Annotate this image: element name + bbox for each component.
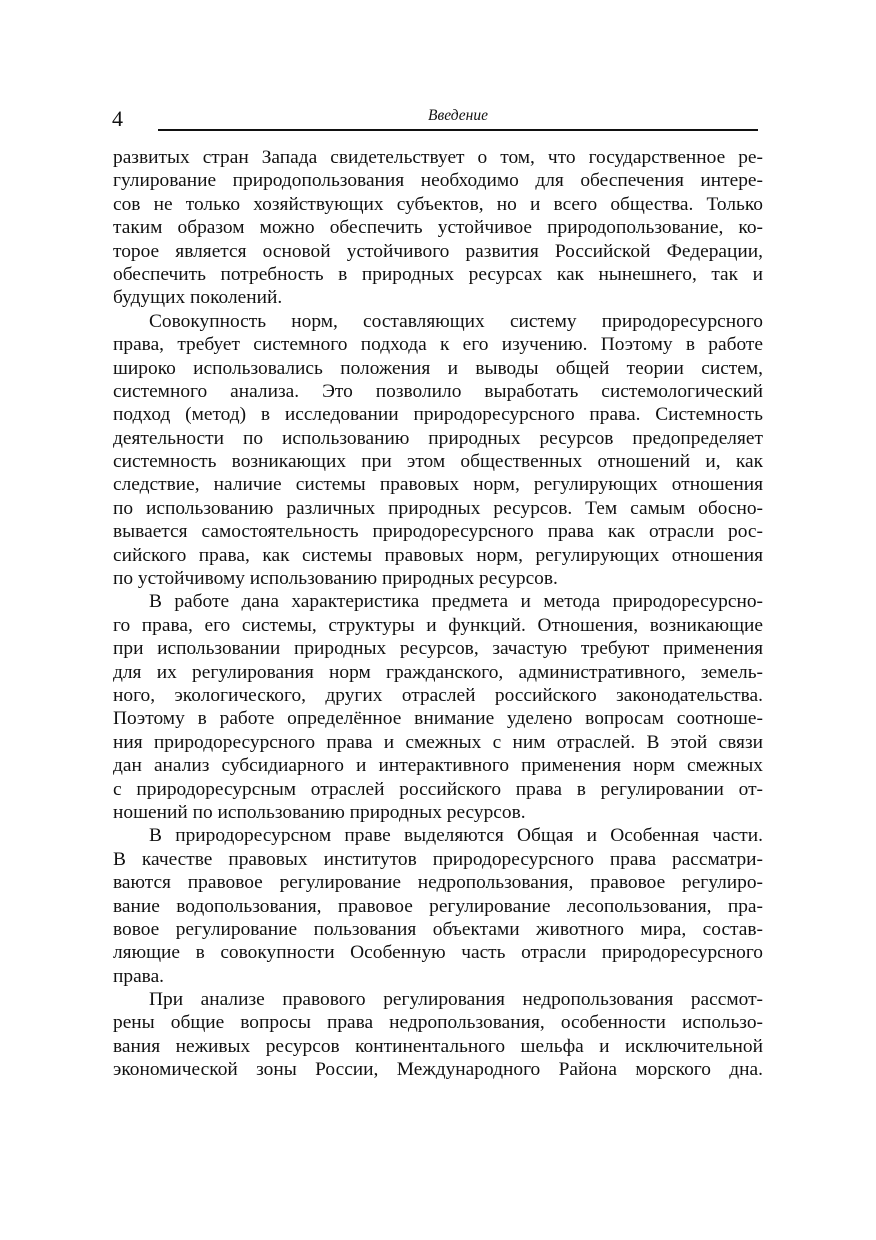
text-line: В природоресурсном праве выделяются Общая и Особенная части. xyxy=(149,825,763,847)
text-line: развитых стран Запада свидетельствует о том, что государственное ре- xyxy=(113,147,763,168)
text-line: В работе дана характеристика предмета и метода природоресурсно- xyxy=(149,591,763,613)
text-line: При анализе правового регулирования недропользования рассмот- xyxy=(149,989,763,1011)
text-line: вовое регулирование пользования объектами животного мира, состав- xyxy=(113,918,763,940)
text-line: системного анализа. Это позволило выработать системологический xyxy=(113,380,763,402)
text-line: подход (метод) в исследовании природоресурсного права. Системность xyxy=(113,404,763,426)
paragraph xyxy=(113,590,763,824)
paragraph xyxy=(113,824,763,988)
paragraph xyxy=(113,146,763,310)
text-line: ляющие в совокупности Особенную часть отрасли природоресурсного xyxy=(113,942,763,964)
paragraph xyxy=(113,310,763,591)
text-line: ваются правовое регулирование недропользования, правовое регулиро- xyxy=(113,872,763,894)
text-line: вания неживых ресурсов континентального шельфа и исключительной xyxy=(113,1035,763,1057)
header-rule xyxy=(158,129,758,131)
text-line: сов не только хозяйствующих субъектов, но и всего общества. Только xyxy=(113,193,763,215)
text-line: ного, экологического, других отраслей российского законодательства. xyxy=(113,684,763,706)
text-line: ния природоресурсного права и смежных с ним отраслей. В этой связи xyxy=(113,731,763,753)
text-line: при использовании природных ресурсов, зачастую требуют применения xyxy=(113,638,763,660)
text-line: будущих поколений. xyxy=(113,287,283,309)
text-line: широко использовались положения и выводы общей теории систем, xyxy=(113,357,763,379)
text-line: следствие, наличие системы правовых норм, регулирующих отношения xyxy=(113,474,763,496)
text-line: торое является основой устойчивого развития Российской Федерации, xyxy=(113,240,763,262)
text-line: с природоресурсным отраслей российского права в регулировании от- xyxy=(113,778,763,800)
text-line: экономической зоны России, Международного Района морского дна. xyxy=(113,1059,763,1081)
text-line: ношений по использованию природных ресурсов. xyxy=(113,801,526,823)
text-line: деятельности по использованию природных ресурсов предопределяет xyxy=(113,427,763,449)
text-line: обеспечить потребность в природных ресурсах как нынешнего, так и xyxy=(113,263,763,285)
text-line: по использованию различных природных ресурсов. Тем самым обосно- xyxy=(113,497,763,519)
text-line: гулирование природопользования необходимо для обеспечения интере- xyxy=(113,170,763,192)
text-line: Совокупность норм, составляющих систему природоресурсного xyxy=(149,310,763,332)
body-text xyxy=(113,146,763,1082)
text-line: права, требует системного подхода к его изучению. Поэтому в работе xyxy=(113,334,763,356)
text-line: системность возникающих при этом общественных отношений и, как xyxy=(113,451,763,473)
running-head: Введение xyxy=(428,107,488,124)
text-line: вание водопользования, правовое регулирование лесопользования, пра- xyxy=(113,895,763,917)
text-line: В качестве правовых институтов природоресурсного права рассматри- xyxy=(113,848,763,870)
text-line: для их регулирования норм гражданского, административного, земель- xyxy=(113,661,763,683)
text-line: таким образом можно обеспечить устойчивое природопользование, ко- xyxy=(113,217,763,239)
text-line: го права, его системы, структуры и функций. Отношения, возникающие xyxy=(113,614,763,636)
text-line: сийского права, как системы правовых норм, регулирующих отношения xyxy=(113,544,763,566)
paragraph xyxy=(113,988,763,1082)
text-line: дан анализ субсидиарного и интерактивного применения норм смежных xyxy=(113,755,763,777)
page-number: 4 xyxy=(112,106,123,131)
text-line: права. xyxy=(113,965,165,987)
text-line: Поэтому в работе определённое внимание уделено вопросам соотноше- xyxy=(113,708,763,730)
text-line: по устойчивому использованию природных ресурсов. xyxy=(113,568,558,590)
text-line: вывается самостоятельность природоресурсного права как отрасли рос- xyxy=(113,521,763,543)
text-line: рены общие вопросы права недропользования, особенности использо- xyxy=(113,1012,763,1034)
